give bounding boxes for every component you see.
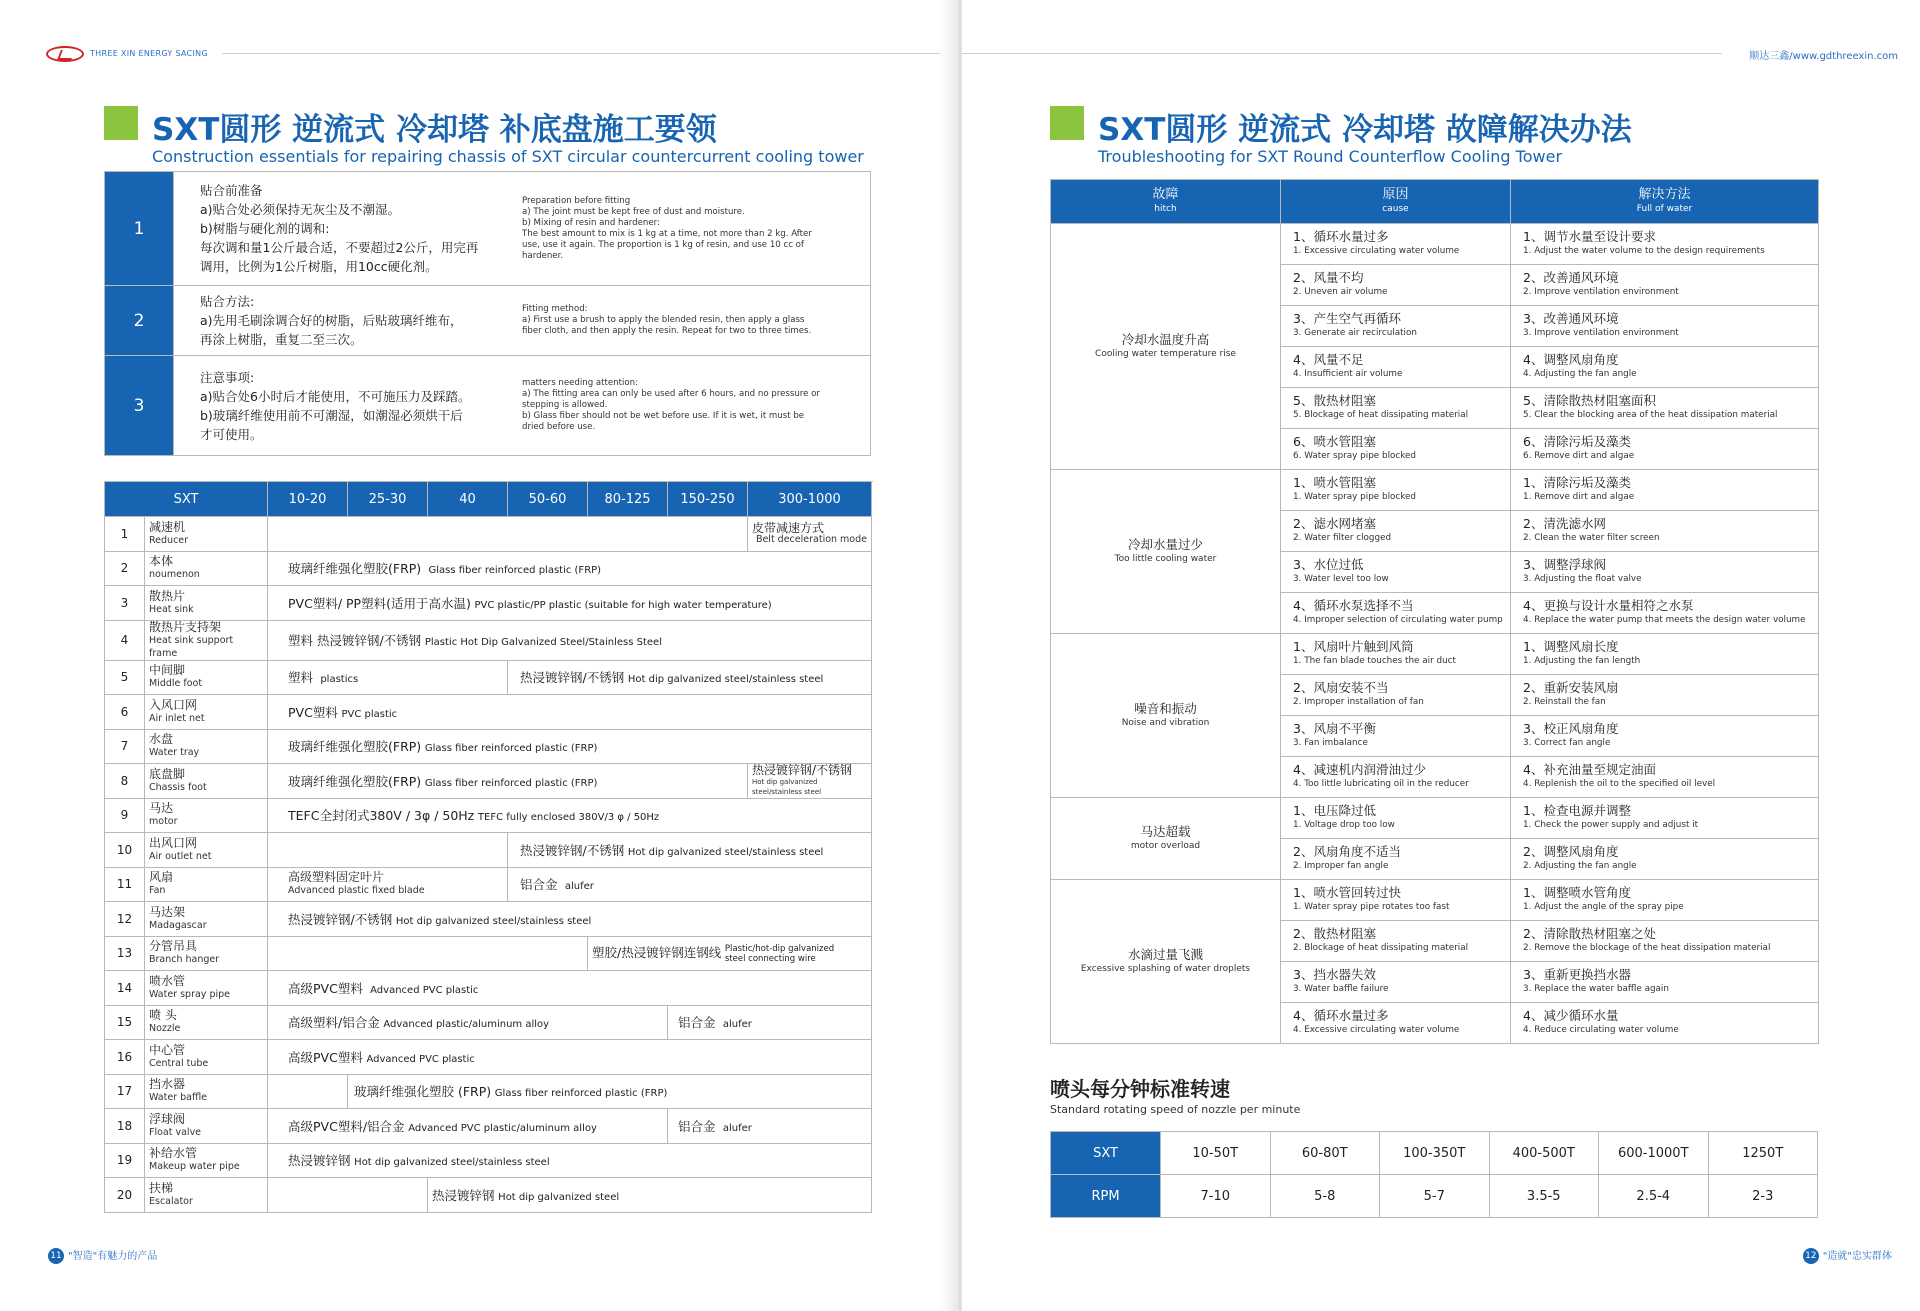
fault-solution: 4、调整风扇角度 4. Adjusting the fan angle xyxy=(1511,347,1819,388)
left-footer xyxy=(48,1247,157,1264)
table-row xyxy=(105,660,872,695)
prep-cn: 注意事项: a)贴合处6小时后才能使用，不可施压力及踩踏。 b)玻璃纤维使用前不可潮湿，如潮湿必须烘干后 才可使用。 xyxy=(174,356,515,456)
prep-table xyxy=(104,171,871,456)
row-index: 15 xyxy=(105,1005,145,1040)
table-row xyxy=(105,971,872,1006)
table-row xyxy=(105,586,872,621)
fault-solution: 4、减少循环水量 4. Reduce circulating water volume xyxy=(1511,1003,1819,1044)
right-page xyxy=(962,0,1920,1311)
fault-solution: 2、清洗滤水网 2. Clean the water filter screen xyxy=(1511,511,1819,552)
row-item: 挡水器 Water baffle xyxy=(145,1074,268,1109)
rpm-value: 7-10 xyxy=(1161,1175,1271,1218)
row-index: 5 xyxy=(105,660,145,695)
row-item: 底盘脚 Chassis foot xyxy=(145,764,268,799)
footer-text: "智造"有魅力的产品 xyxy=(68,1251,158,1262)
spec-header xyxy=(105,482,872,517)
prep-en: Fitting method: a) First use a brush to apply the blended resin, then apply a glass fiber cloth, and then apply the resin. Repeat for two to three times. xyxy=(514,286,871,356)
rpm-title-en: Standard rotating speed of nozzle per minute xyxy=(1050,1103,1301,1116)
row-value: PVC塑料/ PP塑料(适用于高水温) PVC plastic/PP plastic (suitable for high water temperature) xyxy=(268,586,872,621)
row-value: 皮带减速方式 Belt deceleration mode xyxy=(748,517,872,552)
row-index: 8 xyxy=(105,764,145,799)
brand-name: THREE XIN ENERGY SACING xyxy=(90,49,208,58)
header-rule xyxy=(962,53,1722,54)
prep-en: matters needing attention: a) The fitting area can only be used after 6 hours, and no pressure or stepping is allowed. b) Glass fiber should not be wet before use. If it is wet, it must be dried before use. xyxy=(514,356,871,456)
rpm-size: 600-1000T xyxy=(1599,1132,1709,1175)
row-item: 喷水管 Water spray pipe xyxy=(145,971,268,1006)
row-index: 2 xyxy=(105,551,145,586)
fault-cause: 5、散热材阻塞 5. Blockage of heat dissipating material xyxy=(1281,388,1511,429)
fault-group: 马达超载 motor overload xyxy=(1051,798,1281,880)
row-item: 马达架 Madagascar xyxy=(145,902,268,937)
table-row xyxy=(105,936,872,971)
fault-solution: 3、校正风扇角度 3. Correct fan angle xyxy=(1511,716,1819,757)
fault-solution: 1、清除污垢及藻类 1. Remove dirt and algae xyxy=(1511,470,1819,511)
prep-cn: 贴合前准备 a)贴合处必须保持无灰尘及不潮湿。 b)树脂与硬化剂的调和: 每次调和量1公斤最合适，不要超过2公斤，用完再 调用，比例为1公斤树脂，用10cc硬化剂。 xyxy=(174,172,515,286)
rpm-value: 2-3 xyxy=(1708,1175,1818,1218)
spec-head-cell: SXT xyxy=(105,482,268,517)
table-row xyxy=(1051,224,1819,265)
prep-num: 1 xyxy=(105,172,174,286)
rpm-size: 1250T xyxy=(1708,1132,1818,1175)
row-index: 20 xyxy=(105,1178,145,1213)
prep-en: Preparation before fitting a) The joint must be kept free of dust and moisture. b) Mixing of resin and hardener: The best amount to mix is 1 kg at a time, not more than 2 kg. After use, use it again. The proportion is 1 kg of resin, and use 10 cc of hardener. xyxy=(514,172,871,286)
fault-cause: 2、风扇安装不当 2. Improper installation of fan xyxy=(1281,675,1511,716)
table-row xyxy=(105,798,872,833)
prep-row xyxy=(105,172,871,286)
row-empty xyxy=(268,1178,428,1213)
table-row xyxy=(105,729,872,764)
fault-cause: 3、挡水器失效 3. Water baffle failure xyxy=(1281,962,1511,1003)
rpm-size: 400-500T xyxy=(1489,1132,1599,1175)
head-hitch: 故障 hitch xyxy=(1051,180,1281,224)
row-empty xyxy=(268,936,588,971)
left-page xyxy=(0,0,958,1311)
rpm-value: 3.5-5 xyxy=(1489,1175,1599,1218)
fault-solution: 5、清除散热材阻塞面积 5. Clear the blocking area of the heat dissipation material xyxy=(1511,388,1819,429)
spec-head-cell: 300-1000 xyxy=(748,482,872,517)
fault-cause: 4、循环水量过多 4. Excessive circulating water volume xyxy=(1281,1003,1511,1044)
fault-cause: 4、循环水泵选择不当 4. Improper selection of circulating water pump xyxy=(1281,593,1511,634)
row-empty xyxy=(268,1074,348,1109)
rpm-value: 5-8 xyxy=(1270,1175,1380,1218)
table-row xyxy=(105,1143,872,1178)
row-value: 高级塑料/铝合金 Advanced plastic/aluminum alloy xyxy=(268,1005,668,1040)
footer-text: "造就"忠实群体 xyxy=(1822,1251,1892,1262)
fault-solution: 4、更换与设计水量相符之水泵 4. Replace the water pump that meets the design water volume xyxy=(1511,593,1819,634)
row-value: 高级塑料固定叶片 Advanced plastic fixed blade xyxy=(268,867,508,902)
row-value: 铝合金 alufer xyxy=(508,867,872,902)
rpm-value: 2.5-4 xyxy=(1599,1175,1709,1218)
table-row xyxy=(105,764,872,799)
row-value: 热浸镀锌钢/不锈钢 Hot dip galvanized steel/stainless steel xyxy=(508,660,872,695)
row-index: 16 xyxy=(105,1040,145,1075)
row-index: 1 xyxy=(105,517,145,552)
table-row xyxy=(105,902,872,937)
fault-solution: 3、调整浮球阀 3. Adjusting the float valve xyxy=(1511,552,1819,593)
row-index: 19 xyxy=(105,1143,145,1178)
table-row xyxy=(1051,880,1819,921)
fault-solution: 4、补充油量至规定油面 4. Replenish the oil to the specified oil level xyxy=(1511,757,1819,798)
title-marker xyxy=(1050,106,1084,140)
prep-row xyxy=(105,286,871,356)
fault-cause: 1、电压降过低 1. Voltage drop too low xyxy=(1281,798,1511,839)
rpm-size: 60-80T xyxy=(1270,1132,1380,1175)
row-index: 11 xyxy=(105,867,145,902)
row-index: 13 xyxy=(105,936,145,971)
row-value: 玻璃纤维强化塑胶(FRP) Glass fiber reinforced plastic (FRP) xyxy=(268,764,748,799)
fault-solution: 3、重新更换挡水器 3. Replace the water baffle again xyxy=(1511,962,1819,1003)
header-rule xyxy=(222,53,958,54)
fault-cause: 4、减速机内润滑油过少 4. Too little lubricating oil in the reducer xyxy=(1281,757,1511,798)
fault-cause: 4、风量不足 4. Insufficient air volume xyxy=(1281,347,1511,388)
fault-solution: 1、检查电源并调整 1. Check the power supply and adjust it xyxy=(1511,798,1819,839)
spec-head-cell: 80-125 xyxy=(588,482,668,517)
table-row xyxy=(1051,470,1819,511)
table-row xyxy=(1051,634,1819,675)
row-item: 散热片 Heat sink xyxy=(145,586,268,621)
row-value: 高级PVC塑料/铝合金 Advanced PVC plastic/aluminum alloy xyxy=(268,1109,668,1144)
row-item: 扶梯 Escalator xyxy=(145,1178,268,1213)
rpm-value-row xyxy=(1051,1175,1818,1218)
fault-group: 冷却水温度升高 Cooling water temperature rise xyxy=(1051,224,1281,470)
row-value: 热浸镀锌钢/不锈钢 Hot dip galvanized steel/stainless steel xyxy=(748,764,872,799)
row-value: 玻璃纤维强化塑胶 (FRP) Glass fiber reinforced plastic (FRP) xyxy=(348,1074,872,1109)
row-item: 中间脚 Middle foot xyxy=(145,660,268,695)
fault-cause: 2、风扇角度不适当 2. Improper fan angle xyxy=(1281,839,1511,880)
right-title-cn: SXT圆形 逆流式 冷却塔 故障解决办法 xyxy=(1098,112,1632,148)
spec-head-cell: 25-30 xyxy=(348,482,428,517)
row-value: 玻璃纤维强化塑胶(FRP) Glass fiber reinforced plastic (FRP) xyxy=(268,551,872,586)
row-value: 铝合金 alufer xyxy=(668,1005,872,1040)
row-empty xyxy=(268,517,748,552)
row-index: 17 xyxy=(105,1074,145,1109)
fault-cause: 2、风量不均 2. Uneven air volume xyxy=(1281,265,1511,306)
spec-table xyxy=(104,481,872,1213)
row-item: 入风口网 Air inlet net xyxy=(145,695,268,730)
row-item: 散热片支持架 Heat sink support frame xyxy=(145,620,268,660)
row-index: 10 xyxy=(105,833,145,868)
row-value: 热浸镀锌钢 Hot dip galvanized steel/stainless steel xyxy=(268,1143,872,1178)
row-item: 喷 头 Nozzle xyxy=(145,1005,268,1040)
row-index: 9 xyxy=(105,798,145,833)
prep-num: 3 xyxy=(105,356,174,456)
row-value: 塑料 热浸镀锌钢/不锈钢 Plastic Hot Dip Galvanized Steel/Stainless Steel xyxy=(268,620,872,660)
fault-group: 冷却水量过少 Too little cooling water xyxy=(1051,470,1281,634)
fault-cause: 3、水位过低 3. Water level too low xyxy=(1281,552,1511,593)
rpm-value: 5-7 xyxy=(1380,1175,1490,1218)
fault-solution: 2、改善通风环境 2. Improve ventilation environment xyxy=(1511,265,1819,306)
table-row xyxy=(105,551,872,586)
table-row xyxy=(1051,798,1819,839)
row-value: 热浸镀锌钢/不锈钢 Hot dip galvanized steel/stainless steel xyxy=(508,833,872,868)
row-item: 分管吊具 Branch hanger xyxy=(145,936,268,971)
rpm-head-sxt: SXT xyxy=(1051,1132,1161,1175)
fault-table xyxy=(1050,179,1819,1044)
row-value: 热浸镀锌钢/不锈钢 Hot dip galvanized steel/stainless steel xyxy=(268,902,872,937)
fault-cause: 3、产生空气再循环 3. Generate air recirculation xyxy=(1281,306,1511,347)
head-cause: 原因 cause xyxy=(1281,180,1511,224)
row-index: 4 xyxy=(105,620,145,660)
head-solution: 解决方法 Full of water xyxy=(1511,180,1819,224)
prep-cn: 贴合方法: a)先用毛刷涂调合好的树脂，后贴玻璃纤维布， 再涂上树脂，重复二至三次。 xyxy=(174,286,515,356)
fault-solution: 3、改善通风环境 3. Improve ventilation environment xyxy=(1511,306,1819,347)
fault-cause: 1、循环水量过多 1. Excessive circulating water volume xyxy=(1281,224,1511,265)
table-row xyxy=(105,867,872,902)
rpm-size-row xyxy=(1051,1132,1818,1175)
rpm-size: 10-50T xyxy=(1161,1132,1271,1175)
row-index: 3 xyxy=(105,586,145,621)
fault-cause: 1、喷水管回转过快 1. Water spray pipe rotates too fast xyxy=(1281,880,1511,921)
table-row xyxy=(105,1109,872,1144)
fault-cause: 1、喷水管阻塞 1. Water spray pipe blocked xyxy=(1281,470,1511,511)
rpm-title-cn: 喷头每分钟标准转速 xyxy=(1050,1077,1230,1101)
row-index: 12 xyxy=(105,902,145,937)
row-item: 风扇 Fan xyxy=(145,867,268,902)
page-number: 11 xyxy=(48,1248,64,1264)
table-row xyxy=(105,620,872,660)
table-row xyxy=(105,1178,872,1213)
spec-head-cell: 50-60 xyxy=(508,482,588,517)
table-row xyxy=(105,1040,872,1075)
row-item: 减速机 Reducer xyxy=(145,517,268,552)
fault-group: 水滴过量飞溅 Excessive splashing of water droplets xyxy=(1051,880,1281,1044)
prep-row xyxy=(105,356,871,456)
fault-solution: 2、清除散热材阻塞之处 2. Remove the blockage of the heat dissipation material xyxy=(1511,921,1819,962)
page-number: 12 xyxy=(1803,1248,1819,1264)
row-value: 热浸镀锌钢 Hot dip galvanized steel xyxy=(428,1178,872,1213)
fault-cause: 1、风扇叶片触到风筒 1. The fan blade touches the air duct xyxy=(1281,634,1511,675)
fault-solution: 6、清除污垢及藻类 6. Remove dirt and algae xyxy=(1511,429,1819,470)
row-empty xyxy=(268,833,508,868)
fault-solution: 2、调整风扇角度 2. Adjusting the fan angle xyxy=(1511,839,1819,880)
row-item: 水盘 Water tray xyxy=(145,729,268,764)
rpm-size: 100-350T xyxy=(1380,1132,1490,1175)
row-value: 塑料 plastics xyxy=(268,660,508,695)
spec-head-cell: 10-20 xyxy=(268,482,348,517)
row-value: TEFC全封闭式380V / 3φ / 50Hz TEFC fully enclosed 380V/3 φ / 50Hz xyxy=(268,798,872,833)
table-row xyxy=(105,833,872,868)
fault-cause: 3、风扇不平衡 3. Fan imbalance xyxy=(1281,716,1511,757)
fault-solution: 1、调整喷水管角度 1. Adjust the angle of the spray pipe xyxy=(1511,880,1819,921)
company-logo xyxy=(46,46,84,62)
right-title-en: Troubleshooting for SXT Round Counterflow Cooling Tower xyxy=(1098,147,1563,166)
fault-group: 噪音和振动 Noise and vibration xyxy=(1051,634,1281,798)
row-value: 铝合金 alufer xyxy=(668,1109,872,1144)
row-item: 出风口网 Air outlet net xyxy=(145,833,268,868)
left-title-en: Construction essentials for repairing chassis of SXT circular countercurrent cooling tower xyxy=(152,147,864,166)
row-item: 本体 noumenon xyxy=(145,551,268,586)
title-marker xyxy=(104,106,138,140)
row-index: 18 xyxy=(105,1109,145,1144)
row-item: 中心管 Central tube xyxy=(145,1040,268,1075)
row-value: 塑胶/热浸镀锌钢连钢线 Plastic/hot-dip galvanized steel connecting wire xyxy=(588,936,872,971)
row-index: 7 xyxy=(105,729,145,764)
prep-num: 2 xyxy=(105,286,174,356)
row-item: 马达 motor xyxy=(145,798,268,833)
row-value: 玻璃纤维强化塑胶(FRP) Glass fiber reinforced plastic (FRP) xyxy=(268,729,872,764)
row-value: PVC塑料 PVC plastic xyxy=(268,695,872,730)
right-footer xyxy=(1803,1247,1892,1264)
table-row xyxy=(105,1005,872,1040)
spec-head-cell: 40 xyxy=(428,482,508,517)
row-item: 补给水管 Makeup water pipe xyxy=(145,1143,268,1178)
row-value: 高级PVC塑料 Advanced PVC plastic xyxy=(268,1040,872,1075)
fault-cause: 2、散热材阻塞 2. Blockage of heat dissipating material xyxy=(1281,921,1511,962)
table-row xyxy=(105,1074,872,1109)
table-row xyxy=(105,695,872,730)
website: 顺达三鑫/www.gdthreexin.com xyxy=(1749,51,1898,62)
row-item: 浮球阀 Float valve xyxy=(145,1109,268,1144)
table-row xyxy=(105,517,872,552)
row-value: 高级PVC塑料 Advanced PVC plastic xyxy=(268,971,872,1006)
fault-cause: 2、滤水网堵塞 2. Water filter clogged xyxy=(1281,511,1511,552)
fault-cause: 6、喷水管阻塞 6. Water spray pipe blocked xyxy=(1281,429,1511,470)
row-index: 6 xyxy=(105,695,145,730)
fault-solution: 2、重新安装风扇 2. Reinstall the fan xyxy=(1511,675,1819,716)
rpm-head-rpm: RPM xyxy=(1051,1175,1161,1218)
row-index: 14 xyxy=(105,971,145,1006)
fault-header xyxy=(1051,180,1819,224)
fault-solution: 1、调整风扇长度 1. Adjusting the fan length xyxy=(1511,634,1819,675)
left-title-cn: SXT圆形 逆流式 冷却塔 补底盘施工要领 xyxy=(152,112,717,148)
rpm-table xyxy=(1050,1131,1818,1218)
fault-solution: 1、调节水量至设计要求 1. Adjust the water volume to the design requirements xyxy=(1511,224,1819,265)
spec-head-cell: 150-250 xyxy=(668,482,748,517)
